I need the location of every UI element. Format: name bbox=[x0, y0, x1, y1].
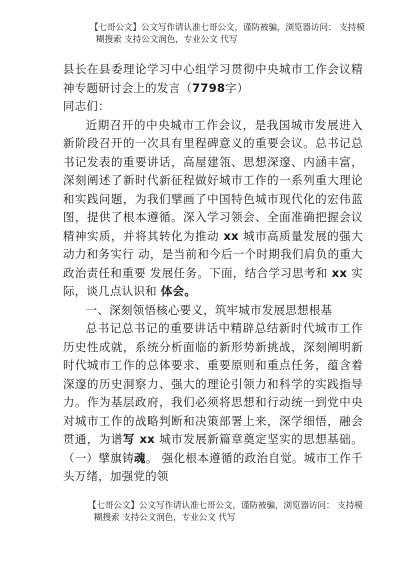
paragraph-1 bbox=[63, 116, 363, 301]
page-header bbox=[90, 22, 390, 46]
footer-line-1: 【七哥公文】公文写作请认准七哥公文，谨防被骗，浏览器访问： 支持模 bbox=[88, 501, 363, 511]
page-footer bbox=[88, 500, 388, 524]
greeting: 同志们： bbox=[63, 99, 110, 113]
para1-text-a: 近期召开的中央城市工作会议，是我国城市发展进入新阶段召开的一次具有里程碑意义的重要会议。总书记总书记发表的重要讲话，高屋建瓴、思想深邃、内涵丰富，深刻阐述了新时代新征程做好城市工作的一系列重大理论和实践问题，为我们擘画了中国特色城市现代化的宏伟蓝图，提供了根本遵循。深入学习领会、全面准确把握会议精神实质，并将其转化为推动 bbox=[63, 117, 363, 243]
para1-text-c: 实际，谈几点认识和 bbox=[63, 265, 363, 298]
para2-text-a: 总书记总书记的重要讲话中精辟总结新时代城市工作历史性成就，系统分析面临的新形势新挑战，深刻阐明新时代城市工作的总体要求、重要原则和重点任务，蕴含着深邃的历史洞察力、强大的理论引领力和科学的实践指导力。作为基层政府，我们必须将思想和行动统一到党中央对城市工作的战略判断和决策部署上来，深学细悟，融会贯通，为谱 bbox=[63, 321, 363, 446]
footer-line-2: 糊搜索 支持公文润色，专业公文 代写 bbox=[94, 513, 236, 523]
header-line-2: 糊搜索 支持公文润色，专业公文 代写 bbox=[96, 35, 238, 45]
para2-text-b: 写 xx bbox=[123, 432, 155, 446]
para1-text-b: 城市高质量发展的强大动力和务实行 动，是当前和今后一个时期我们肩负的重大政治责任和重要 发展任务。下面，结合学习思考和 bbox=[63, 228, 363, 280]
title-word-count: 7798 bbox=[192, 80, 226, 95]
para1-text-d: 体会。 bbox=[160, 284, 197, 298]
document-title bbox=[63, 60, 363, 97]
title-text: 县长在县委理论学习中心组学习贯彻中央城市工作会议精神专题研讨会上的发言（ bbox=[63, 62, 363, 95]
header-line-1: 【七哥公文】公文写作请认准七哥公文，谨防被骗，浏览器访问： 支持模 bbox=[90, 23, 365, 33]
para2-text-e: 。 强化根本遵循的政治自觉。城市工作千头万绪，加强党的领 bbox=[63, 450, 363, 483]
para2-text-d: 魂 bbox=[134, 450, 146, 465]
document-body bbox=[63, 60, 363, 486]
section-1-heading: 一、深刻领悟核心要义，筑牢城市发展思想根基 bbox=[85, 302, 333, 317]
para2-text-c: 城市发展新篇章奠定坚实的思想基础。（一）擘旗铸 bbox=[63, 432, 364, 465]
para1-xx2: xx bbox=[331, 265, 348, 280]
title-suffix: 字） bbox=[225, 80, 249, 95]
paragraph-2 bbox=[63, 319, 363, 486]
para1-xx: xx bbox=[223, 228, 239, 243]
